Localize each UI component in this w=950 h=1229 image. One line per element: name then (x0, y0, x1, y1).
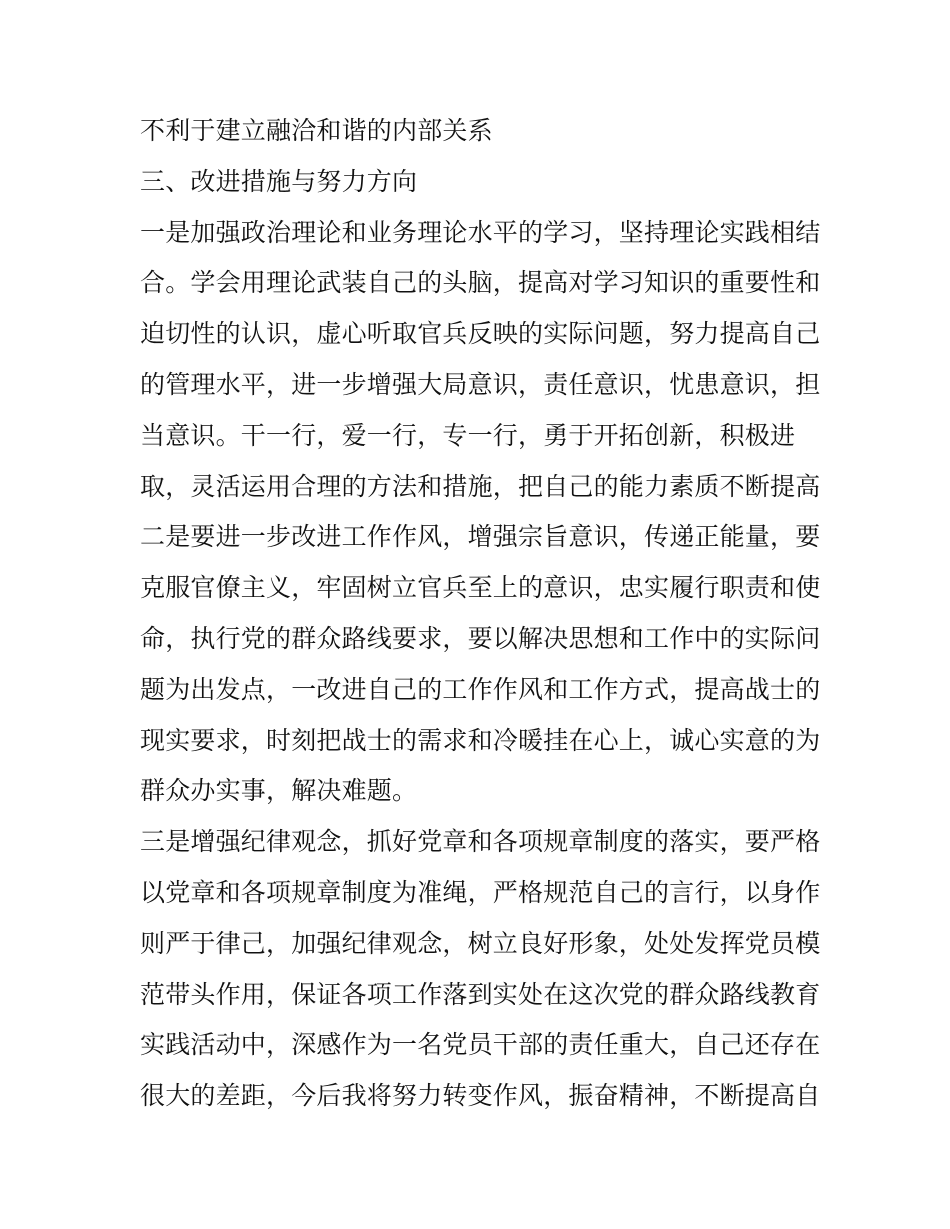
text-line: 一是加强政治理论和业务理论水平的学习，坚持理论实践相结 (140, 217, 821, 247)
text-line: 则严于律己，加强纪律观念，树立良好形象，处处发挥党员模 (140, 928, 821, 958)
text-line: 很大的差距，今后我将努力转变作风，振奋精神，不断提高自 (140, 1081, 821, 1111)
text-line: 的管理水平，进一步增强大局意识，责任意识，忧患意识，担 (140, 369, 821, 399)
text-line: 当意识。干一行，爱一行，专一行，勇于开拓创新，积极进 (140, 420, 796, 450)
text-line: 二是要进一步改进工作作风，增强宗旨意识，传递正能量，要 (140, 522, 821, 552)
section-heading: 三、改进措施与努力方向 (140, 166, 418, 196)
text-line: 现实要求，时刻把战士的需求和冷暖挂在心上，诚心实意的为 (140, 725, 821, 755)
text-line: 克服官僚主义，牢固树立官兵至上的意识，忠实履行职责和使 (140, 573, 821, 603)
text-line: 群众办实事，解决难题。 (140, 776, 418, 806)
text-line: 迫切性的认识，虚心听取官兵反映的实际问题，努力提高自己 (140, 319, 821, 349)
text-line: 不利于建立融洽和谐的内部关系 (140, 116, 493, 145)
text-line: 实践活动中，深感作为一名党员干部的责任重大，自己还存在 (140, 1030, 821, 1060)
text-line: 命，执行党的群众路线要求，要以解决思想和工作中的实际问 (140, 623, 821, 653)
text-line: 三是增强纪律观念，抓好党章和各项规章制度的落实，要严格 (140, 827, 821, 857)
text-line: 范带头作用，保证各项工作落到实处在这次党的群众路线教育 (140, 979, 821, 1009)
text-line: 以党章和各项规章制度为准绳，严格规范自己的言行，以身作 (140, 877, 821, 907)
document-body (140, 106, 820, 1122)
text-line: 题为出发点，一改进自己的工作作风和工作方式，提高战士的 (140, 674, 821, 704)
text-line: 取，灵活运用合理的方法和措施，把自己的能力素质不断提高 (140, 471, 821, 501)
text-line: 合。学会用理论武装自己的头脑，提高对学习知识的重要性和 (140, 268, 821, 298)
